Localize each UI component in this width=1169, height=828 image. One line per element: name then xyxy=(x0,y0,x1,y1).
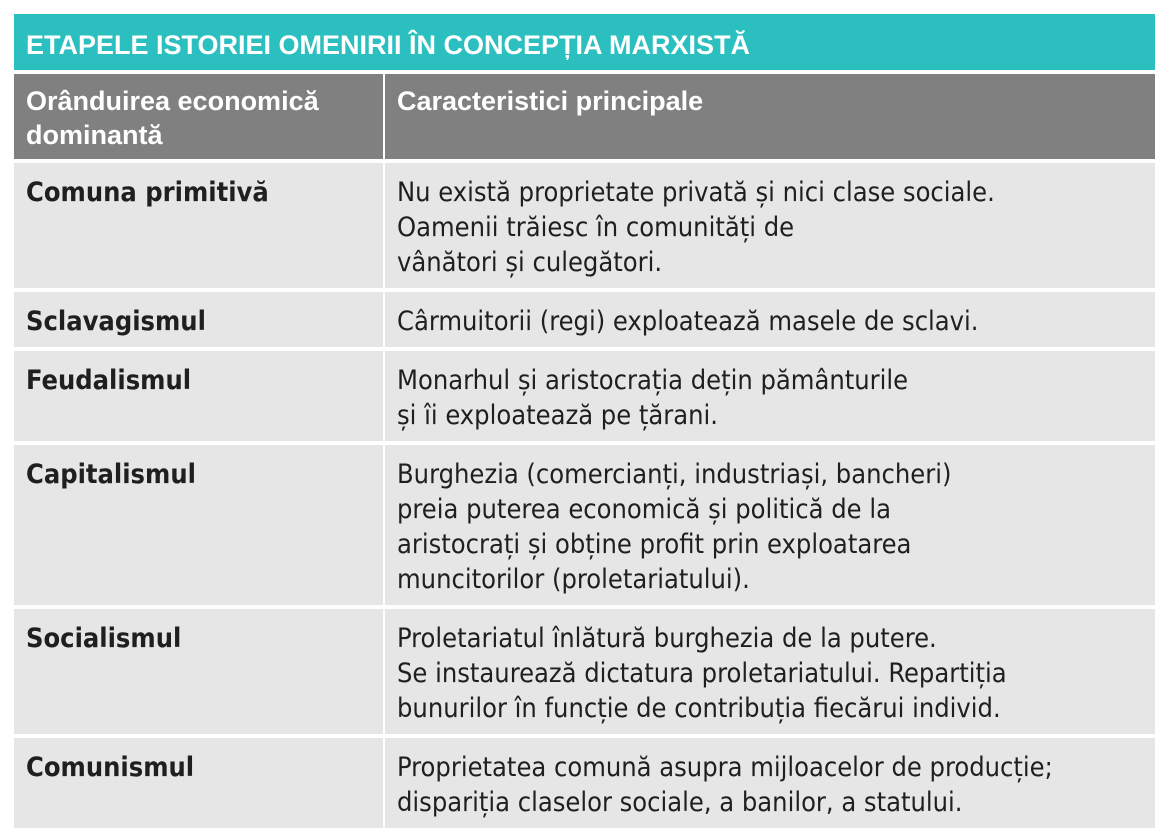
characteristics-line: muncitorilor (proletariatului). xyxy=(397,564,750,595)
economic-system-cell: Feudalismul xyxy=(14,351,385,441)
characteristics-cell xyxy=(385,445,1155,605)
table-row xyxy=(14,163,1155,288)
characteristics-line: Burghezia (comercianți, industriași, bancheri) xyxy=(397,459,952,490)
characteristics-line: bunurilor în funcție de contribuția fiecărui individ. xyxy=(397,693,1001,724)
economic-system-cell: Sclavagismul xyxy=(14,292,385,347)
characteristics-line: aristocrați și obține profit prin exploatarea xyxy=(397,529,912,560)
marxist-stages-table xyxy=(14,14,1155,818)
header-economic-system-line2: dominantă xyxy=(26,120,163,150)
table-body xyxy=(14,163,1155,828)
table-row xyxy=(14,292,1155,347)
table-row xyxy=(14,609,1155,734)
economic-system-cell: Capitalismul xyxy=(14,445,385,605)
header-characteristics: Caracteristici principale xyxy=(397,86,704,116)
economic-system-cell: Socialismul xyxy=(14,609,385,734)
table-row xyxy=(14,738,1155,828)
table-row xyxy=(14,445,1155,605)
header-economic-system xyxy=(14,74,385,159)
characteristics-cell xyxy=(385,609,1155,734)
characteristics-cell xyxy=(385,163,1155,288)
characteristics-line: Oamenii trăiesc în comunități de xyxy=(397,212,795,243)
characteristics-line: Monarhul și aristocrația dețin pământurile xyxy=(397,365,909,396)
table-row xyxy=(14,351,1155,441)
economic-system-cell: Comuna primitivă xyxy=(14,163,385,288)
characteristics-cell xyxy=(385,292,1155,347)
economic-system-cell: Comunismul xyxy=(14,738,385,828)
characteristics-line: vânători și culegători. xyxy=(397,247,663,278)
characteristics-line: dispariția claselor sociale, a banilor, a statului. xyxy=(397,787,963,818)
characteristics-line: Se instaurează dictatura proletariatului. Repartiția xyxy=(397,658,1007,689)
characteristics-line: Proletariatul înlătură burghezia de la putere. xyxy=(397,623,937,654)
characteristics-line: și îi exploatează pe țărani. xyxy=(397,400,719,431)
header-economic-system-line1: Orânduirea economică xyxy=(26,86,319,116)
characteristics-cell xyxy=(385,738,1155,828)
characteristics-line: Proprietatea comună asupra mijloacelor de producție; xyxy=(397,752,1053,783)
header-row xyxy=(14,74,1155,159)
characteristics-line: Cârmuitorii (regi) exploatează masele de sclavi. xyxy=(397,306,979,337)
table-title: ETAPELE ISTORIEI OMENIRII ÎN CONCEPȚIA MARXISTĂ xyxy=(14,14,1155,70)
characteristics-line: preia puterea economică și politică de la xyxy=(397,494,891,525)
characteristics-line: Nu există proprietate privată și nici clase sociale. xyxy=(397,177,995,208)
characteristics-cell xyxy=(385,351,1155,441)
